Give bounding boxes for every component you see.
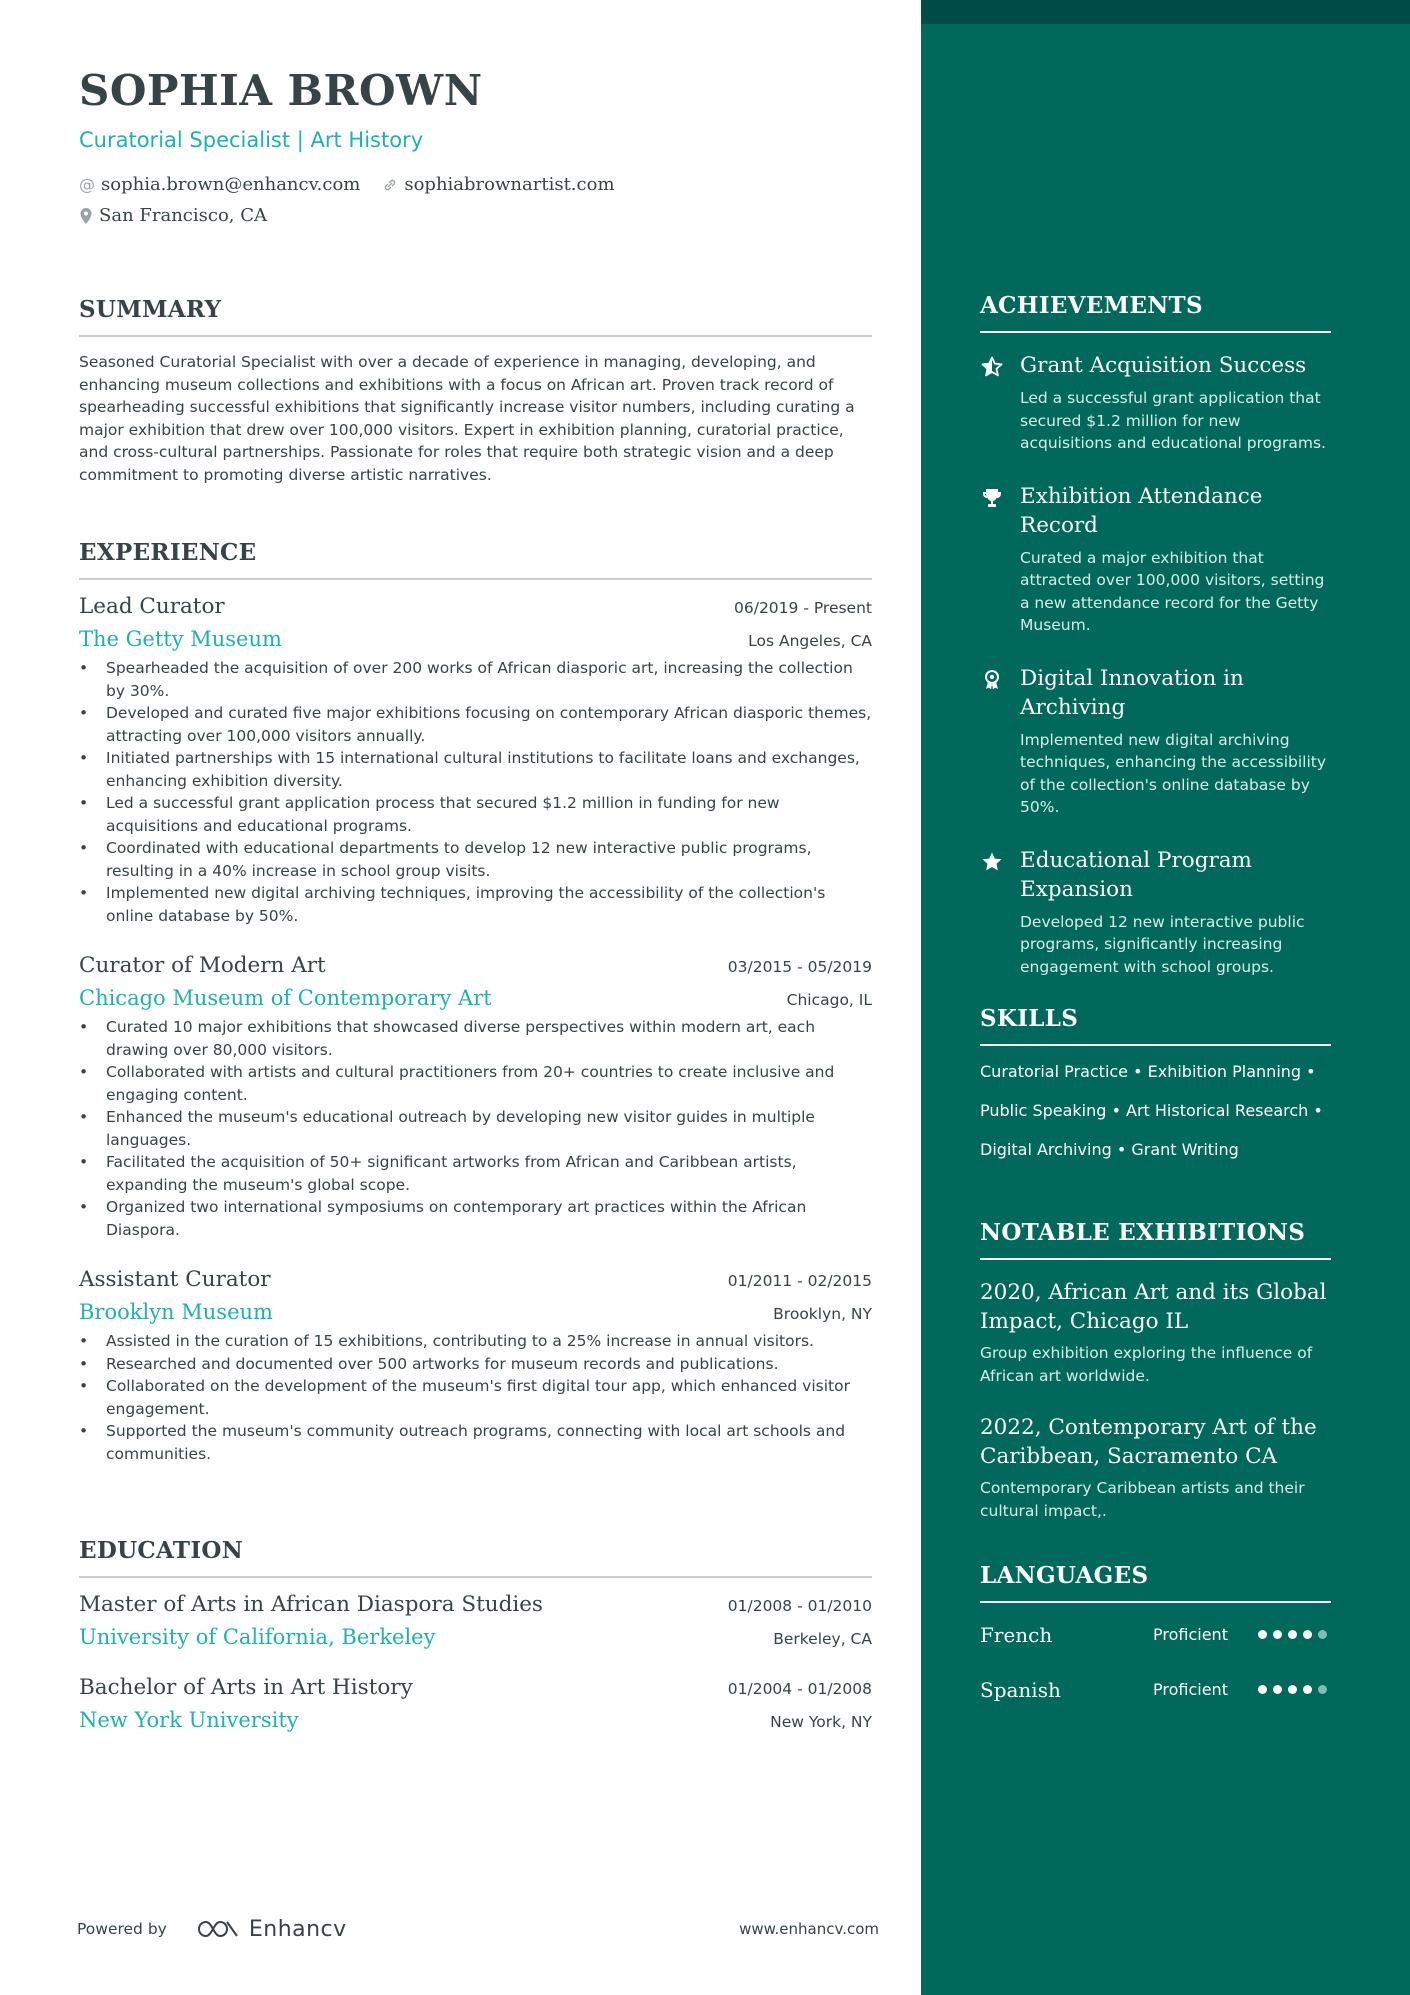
- job-entry: [79, 953, 872, 1241]
- candidate-name: SOPHIA BROWN: [79, 66, 483, 115]
- award-ribbon-icon: [980, 664, 1020, 819]
- job-entry: [79, 594, 872, 927]
- powered-by-label: Powered by: [77, 1920, 167, 1938]
- rating-dot-filled: [1303, 1685, 1312, 1694]
- degree-title: Bachelor of Arts in Art History: [79, 1675, 413, 1700]
- bullet-item: • Spearheaded the acquisition of over 200 works of African diasporic art, increasing the collection by 30%.: [79, 657, 872, 702]
- school-name: University of California, Berkeley: [79, 1625, 436, 1649]
- location-text: San Francisco, CA: [99, 205, 268, 226]
- rating-dot-empty: [1318, 1685, 1327, 1694]
- degree-title: Master of Arts in African Diaspora Studies: [79, 1592, 543, 1617]
- exhibition-desc: Group exhibition exploring the influence of African art worldwide.: [980, 1344, 1313, 1385]
- trophy-icon: [980, 482, 1020, 637]
- experience-title: EXPERIENCE: [79, 539, 872, 580]
- rating-dot-filled: [1288, 1685, 1297, 1694]
- education-section: [79, 1537, 872, 1732]
- location-contact: [79, 205, 267, 226]
- job-bullets: [79, 657, 872, 927]
- achievement-item: [980, 482, 1331, 637]
- summary-text: Seasoned Curatorial Specialist with over a decade of experience in managing, developing, and enhancing museum collections and exhibitions with a focus on African art. Proven track record of spearheading successful exhibitions that significantly increase visitor numbers, including curating a major exhibition that drew over 100,000 visitors. Expert in exhibition planning, curatorial practice, and cross-cultural partnerships. Passionate for roles that require both strategic vision and a deep commitment to promoting diverse artistic narratives.: [79, 353, 855, 484]
- star-icon: [980, 846, 1020, 979]
- language-rating: [1258, 1685, 1327, 1694]
- exhibition-desc: Contemporary Caribbean artists and their cultural impact,.: [980, 1479, 1305, 1520]
- achievements-title: ACHIEVEMENTS: [980, 292, 1331, 333]
- language-name: French: [980, 1622, 1053, 1647]
- bullet-item: • Supported the museum's community outreach programs, connecting with local art schools and communities.: [79, 1420, 872, 1465]
- headline: Curatorial Specialist | Art History: [79, 128, 424, 152]
- bullet-item: • Assisted in the curation of 15 exhibitions, contributing to a 25% increase in annual visitors.: [79, 1330, 872, 1353]
- job-location: Los Angeles, CA: [748, 632, 872, 650]
- bullet-item: • Collaborated with artists and cultural practitioners from 20+ countries to create inclusive and engaging content.: [79, 1061, 872, 1106]
- footer-url[interactable]: www.enhancv.com: [739, 1920, 879, 1938]
- footer: [77, 1914, 879, 1944]
- job-title: Curator of Modern Art: [79, 953, 326, 978]
- achievement-item: [980, 846, 1331, 979]
- exhibitions-section: [980, 1219, 1331, 1522]
- education-entry: [79, 1592, 872, 1649]
- enhancv-logo[interactable]: [195, 1917, 347, 1942]
- achievement-title: Digital Innovation in Archiving: [1020, 665, 1244, 720]
- bullet-item: • Collaborated on the development of the museum's first digital tour app, which enhanced visitor engagement.: [79, 1375, 872, 1420]
- contact-row: [79, 174, 637, 195]
- job-bullets: [79, 1016, 872, 1241]
- exhibition-item: [980, 1413, 1331, 1522]
- bullet-item: • Facilitated the acquisition of 50+ significant artworks from African and Caribbean artists, expanding the museum's global scope.: [79, 1151, 872, 1196]
- achievement-item: [980, 351, 1331, 455]
- bullet-item: • Enhanced the museum's educational outreach by developing new visitor guides in multiple languages.: [79, 1106, 872, 1151]
- star-half-icon: [980, 351, 1020, 455]
- rating-dot-filled: [1258, 1630, 1267, 1639]
- rating-dot-filled: [1258, 1685, 1267, 1694]
- job-title: Assistant Curator: [79, 1267, 271, 1292]
- location-row: [79, 205, 289, 226]
- summary-section: [79, 296, 872, 486]
- bullet-item: • Implemented new digital archiving techniques, improving the accessibility of the collection's online database by 50%.: [79, 882, 872, 927]
- skills-title: SKILLS: [980, 1005, 1331, 1046]
- rating-dot-filled: [1273, 1630, 1282, 1639]
- sidebar-top-band: [921, 0, 1410, 24]
- at-icon: @: [79, 175, 95, 194]
- exhibition-title: 2022, Contemporary Art of the Caribbean, Sacramento CA: [980, 1415, 1317, 1469]
- enhancv-brand: Enhancv: [248, 1916, 347, 1942]
- rating-dot-filled: [1273, 1685, 1282, 1694]
- achievement-desc: Curated a major exhibition that attracted over 100,000 visitors, setting a new attendance record for the Getty Museum.: [1020, 548, 1325, 634]
- skills-line: Curatorial Practice • Exhibition Planning •: [980, 1062, 1316, 1081]
- rating-dot-filled: [1288, 1630, 1297, 1639]
- powered-by: [77, 1917, 347, 1942]
- achievement-item: [980, 664, 1331, 819]
- education-location: Berkeley, CA: [773, 1630, 872, 1648]
- rating-dot-empty: [1318, 1630, 1327, 1639]
- languages-title: LANGUAGES: [980, 1562, 1331, 1603]
- bullet-item: • Initiated partnerships with 15 international cultural institutions to facilitate loans and exchanges, enhancing exhibition diversity.: [79, 747, 872, 792]
- email-contact[interactable]: [79, 174, 360, 195]
- bullet-item: • Developed and curated five major exhibitions focusing on contemporary African diasporic themes, attracting over 100,000 visitors annually.: [79, 702, 872, 747]
- map-pin-icon: [79, 207, 93, 225]
- education-entry: [79, 1675, 872, 1732]
- bullet-item: • Curated 10 major exhibitions that showcased diverse perspectives within modern art, each drawing over 80,000 visitors.: [79, 1016, 872, 1061]
- website-text: sophiabrownartist.com: [404, 174, 615, 195]
- education-title: EDUCATION: [79, 1537, 872, 1578]
- achievement-title: Exhibition Attendance Record: [1020, 483, 1263, 538]
- language-row: [980, 1607, 1331, 1662]
- link-icon: [382, 177, 398, 193]
- achievement-desc: Developed 12 new interactive public programs, significantly increasing engagement with school groups.: [1020, 912, 1305, 976]
- language-row: [980, 1662, 1331, 1717]
- job-date: 01/2011 - 02/2015: [727, 1272, 872, 1290]
- languages-section: [980, 1562, 1331, 1717]
- language-rating: [1258, 1630, 1327, 1639]
- bullet-item: • Organized two international symposiums on contemporary art practices within the African Diaspora.: [79, 1196, 872, 1241]
- email-text: sophia.brown@enhancv.com: [101, 174, 361, 195]
- achievement-desc: Led a successful grant application that secured $1.2 million for new acquisitions and educational programs.: [1020, 389, 1326, 452]
- rating-dot-filled: [1303, 1630, 1312, 1639]
- achievements-section: [980, 292, 1331, 978]
- exhibition-title: 2020, African Art and its Global Impact, Chicago IL: [980, 1280, 1327, 1334]
- enhancv-logo-icon: [195, 1918, 241, 1940]
- job-entry: [79, 1267, 872, 1465]
- job-title: Lead Curator: [79, 594, 225, 619]
- exhibitions-title: NOTABLE EXHIBITIONS: [980, 1219, 1331, 1260]
- achievement-title: Grant Acquisition Success: [1020, 353, 1307, 378]
- exhibition-item: [980, 1278, 1331, 1387]
- bullet-item: • Researched and documented over 500 artworks for museum records and publications.: [79, 1353, 872, 1376]
- skills-line: Public Speaking • Art Historical Research •: [980, 1101, 1323, 1120]
- website-contact[interactable]: [382, 174, 614, 195]
- skills-section: [980, 1005, 1331, 1169]
- job-company: Brooklyn Museum: [79, 1300, 273, 1324]
- language-name: Spanish: [980, 1677, 1061, 1702]
- job-bullets: [79, 1330, 872, 1465]
- bullet-item: • Coordinated with educational departments to develop 12 new interactive public programs, resulting in a 40% increase in school group visits.: [79, 837, 872, 882]
- education-date: 01/2008 - 01/2010: [727, 1597, 872, 1615]
- job-location: Chicago, IL: [786, 991, 872, 1009]
- job-company: Chicago Museum of Contemporary Art: [79, 986, 492, 1010]
- job-location: Brooklyn, NY: [773, 1305, 872, 1323]
- job-date: 03/2015 - 05/2019: [727, 958, 872, 976]
- experience-section: [79, 539, 872, 1465]
- achievement-title: Educational Program Expansion: [1020, 847, 1252, 902]
- achievement-desc: Implemented new digital archiving techniques, enhancing the accessibility of the collection's online database by 50%.: [1020, 730, 1327, 816]
- skills-line: Digital Archiving • Grant Writing: [980, 1140, 1239, 1159]
- school-name: New York University: [79, 1708, 299, 1732]
- bullet-item: • Led a successful grant application process that secured $1.2 million in funding for new acquisitions and educational programs.: [79, 792, 872, 837]
- job-date: 06/2019 - Present: [734, 599, 872, 617]
- language-level: Proficient: [1153, 1625, 1228, 1644]
- sidebar: [921, 0, 1410, 1995]
- education-date: 01/2004 - 01/2008: [727, 1680, 872, 1698]
- education-location: New York, NY: [770, 1713, 872, 1731]
- job-company: The Getty Museum: [79, 627, 282, 651]
- summary-title: SUMMARY: [79, 296, 872, 337]
- language-level: Proficient: [1153, 1680, 1228, 1699]
